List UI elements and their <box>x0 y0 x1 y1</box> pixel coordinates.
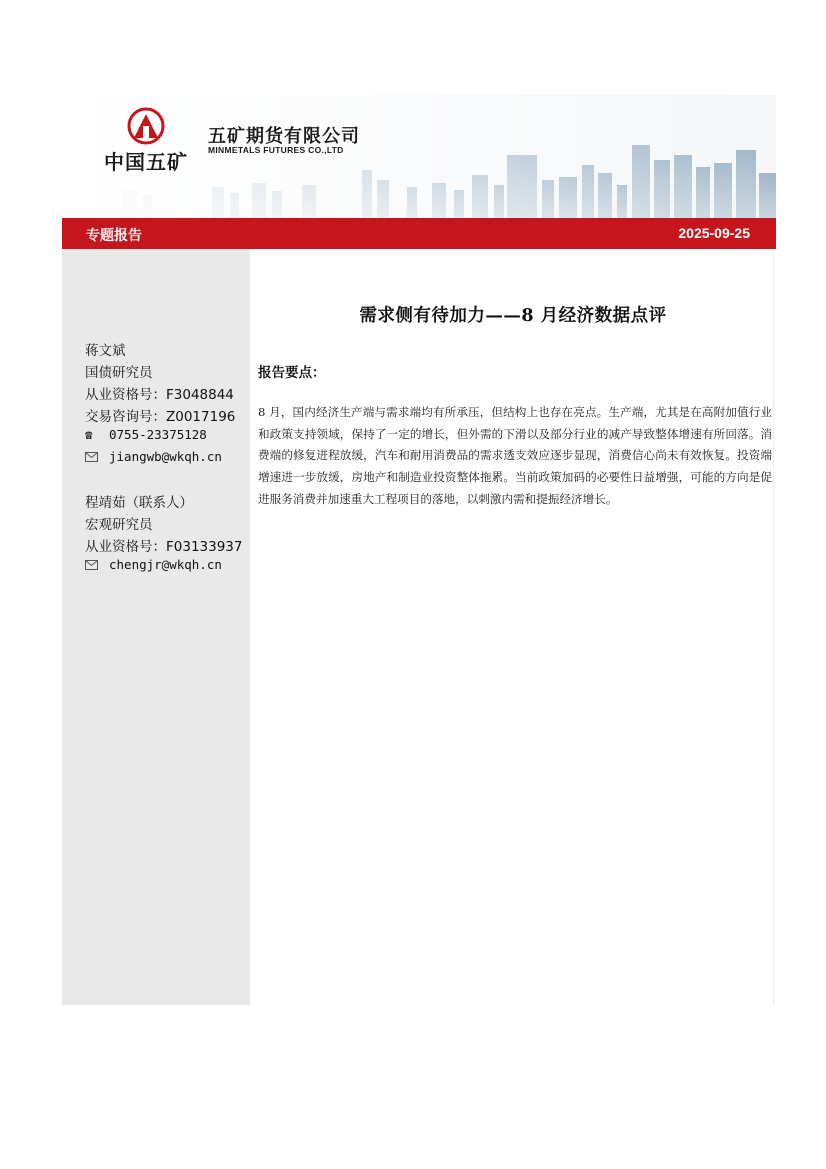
svg-text:★ ★ ★: ★ ★ ★ <box>139 106 153 111</box>
report-title: 需求侧有待加力——8 月经济数据点评 <box>359 306 667 326</box>
report-type-bar <box>62 218 776 249</box>
key-points-heading: 报告要点： <box>258 365 326 381</box>
phone-icon: ☎ <box>85 427 93 442</box>
analyst-title: 国债研究员 <box>85 365 153 381</box>
analyst-qualification: 从业资格号：F03133937 <box>85 539 243 555</box>
company-name-cn: 五矿期货有限公司 <box>208 126 360 147</box>
analyst-title: 宏观研究员 <box>85 517 153 533</box>
analyst-sidebar <box>62 249 250 1005</box>
analyst-qualification: 从业资格号：F3048844 <box>85 387 234 403</box>
analyst-name: 程靖茹（联系人） <box>85 495 193 511</box>
report-type-label: 专题报告 <box>86 228 142 244</box>
report-date: 2025-09-25 <box>678 225 750 241</box>
report-summary: 8 月，国内经济生产端与需求端均有所承压，但结构上也存在亮点。生产端，尤其是在高附加值行业和政策支持领域，保持了一定的增长，但外需的下滑以及部分行业的减产导致整体增速有所回落。消费端的修复进程放缓，汽车和耐用消费品的需求透支效应逐步显现，消费信心尚未有效恢复。投资端增速进一步放缓，房地产和制造业投资整体拖累。当前政策加码的必要性日益增强，可能的方向是促进服务消费并加速重大工程项目的落地，以刺激内需和提振经济增长。 <box>258 405 772 506</box>
logo-text: 中国五矿 <box>104 150 188 174</box>
analyst-email-row <box>85 557 222 572</box>
email-icon <box>85 449 101 464</box>
analyst-name: 蒋文斌 <box>85 343 126 359</box>
analyst-consulting-number: 交易咨询号：Z0017196 <box>85 409 236 425</box>
analyst-phone-row <box>85 427 207 442</box>
analyst-email[interactable]: chengjr@wkqh.cn <box>109 557 222 572</box>
content-divider <box>773 249 775 1005</box>
company-name-en: MINMETALS FUTURES CO.,LTD <box>208 145 344 155</box>
minmetals-logo-icon <box>126 104 166 148</box>
analyst-phone: 0755-23375128 <box>109 427 207 442</box>
analyst-email[interactable]: jiangwb@wkqh.cn <box>109 449 222 464</box>
analyst-email-row <box>85 449 222 464</box>
email-icon <box>85 557 101 572</box>
